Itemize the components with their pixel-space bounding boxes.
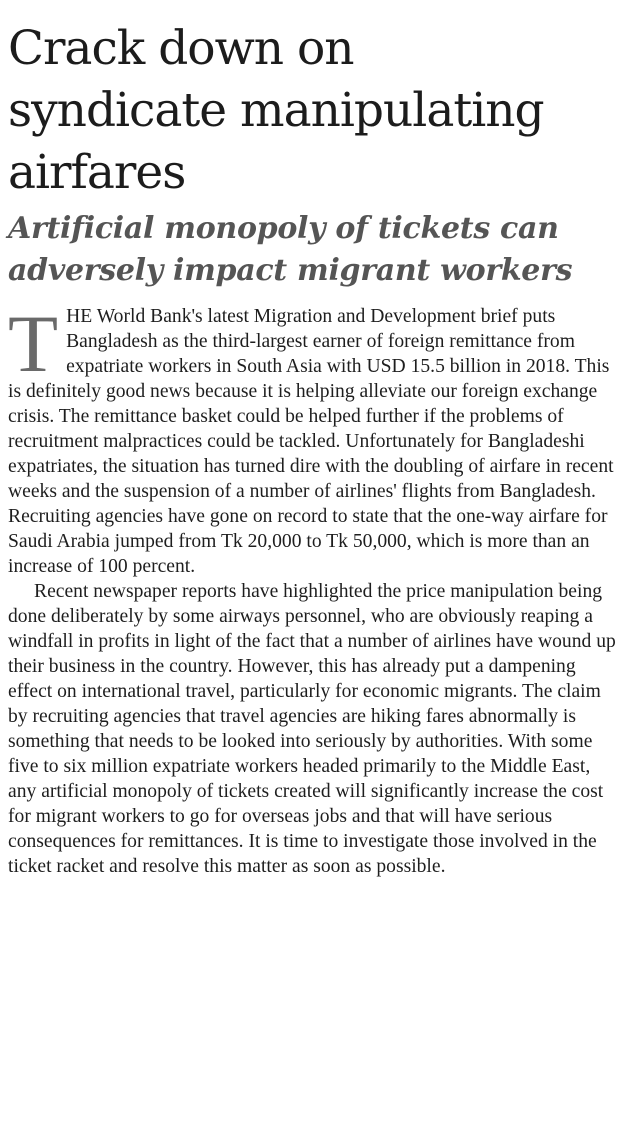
headline: [8, 18, 616, 204]
drop-cap: T: [8, 298, 59, 389]
body-paragraph-1-text: HE World Bank's latest Migration and Development brief puts Bangladesh as the third-largest earner of foreign remittance from expatriate workers in South Asia with USD 15.5 billion in 2018. This is definitely good news because it is helping alleviate our foreign exchange crisis. The remittance basket could be helped further if the problems of recruitment malpractices could be tackled. Unfortunately for Bangladeshi expatriates, the situation has turned dire with the doubling of airfare in recent weeks and the suspension of a number of airlines' flights from Bangladesh. Recruiting agencies have gone on record to state that the one-way airfare for Saudi Arabia jumped from Tk 20,000 to Tk 50,000, which is more than an increase of 100 percent.: [8, 306, 614, 577]
subheadline: [8, 208, 616, 292]
headline-line-3: airfares: [8, 145, 186, 200]
subheadline-line-1: Artificial monopoly of tickets can: [8, 211, 559, 246]
editorial-article: [8, 18, 616, 879]
subheadline-line-2: adversely impact migrant workers: [8, 253, 573, 288]
headline-line-2: syndicate manipulating: [8, 83, 544, 138]
body-paragraph-2: Recent newspaper reports have highlighted the price manipulation being done deliberately by some airways personnel, who are obviously reaping a windfall in profits in light of the fact that a number of airlines have wound up their business in the country. However, this has already put a dampening effect on international travel, particularly for economic migrants. The claim by recruiting agencies that travel agencies are hiking fares abnormally is something that needs to be looked into seriously by authorities. With some five to six million expatriate workers headed primarily to the Middle East, any artificial monopoly of tickets created will significantly increase the cost for migrant workers to go for overseas jobs and that will have serious consequences for remittances. It is time to investigate those involved in the ticket racket and resolve this matter as soon as possible.: [8, 581, 616, 877]
body-paragraph-1: [8, 298, 616, 579]
headline-line-1: Crack down on: [8, 21, 354, 76]
